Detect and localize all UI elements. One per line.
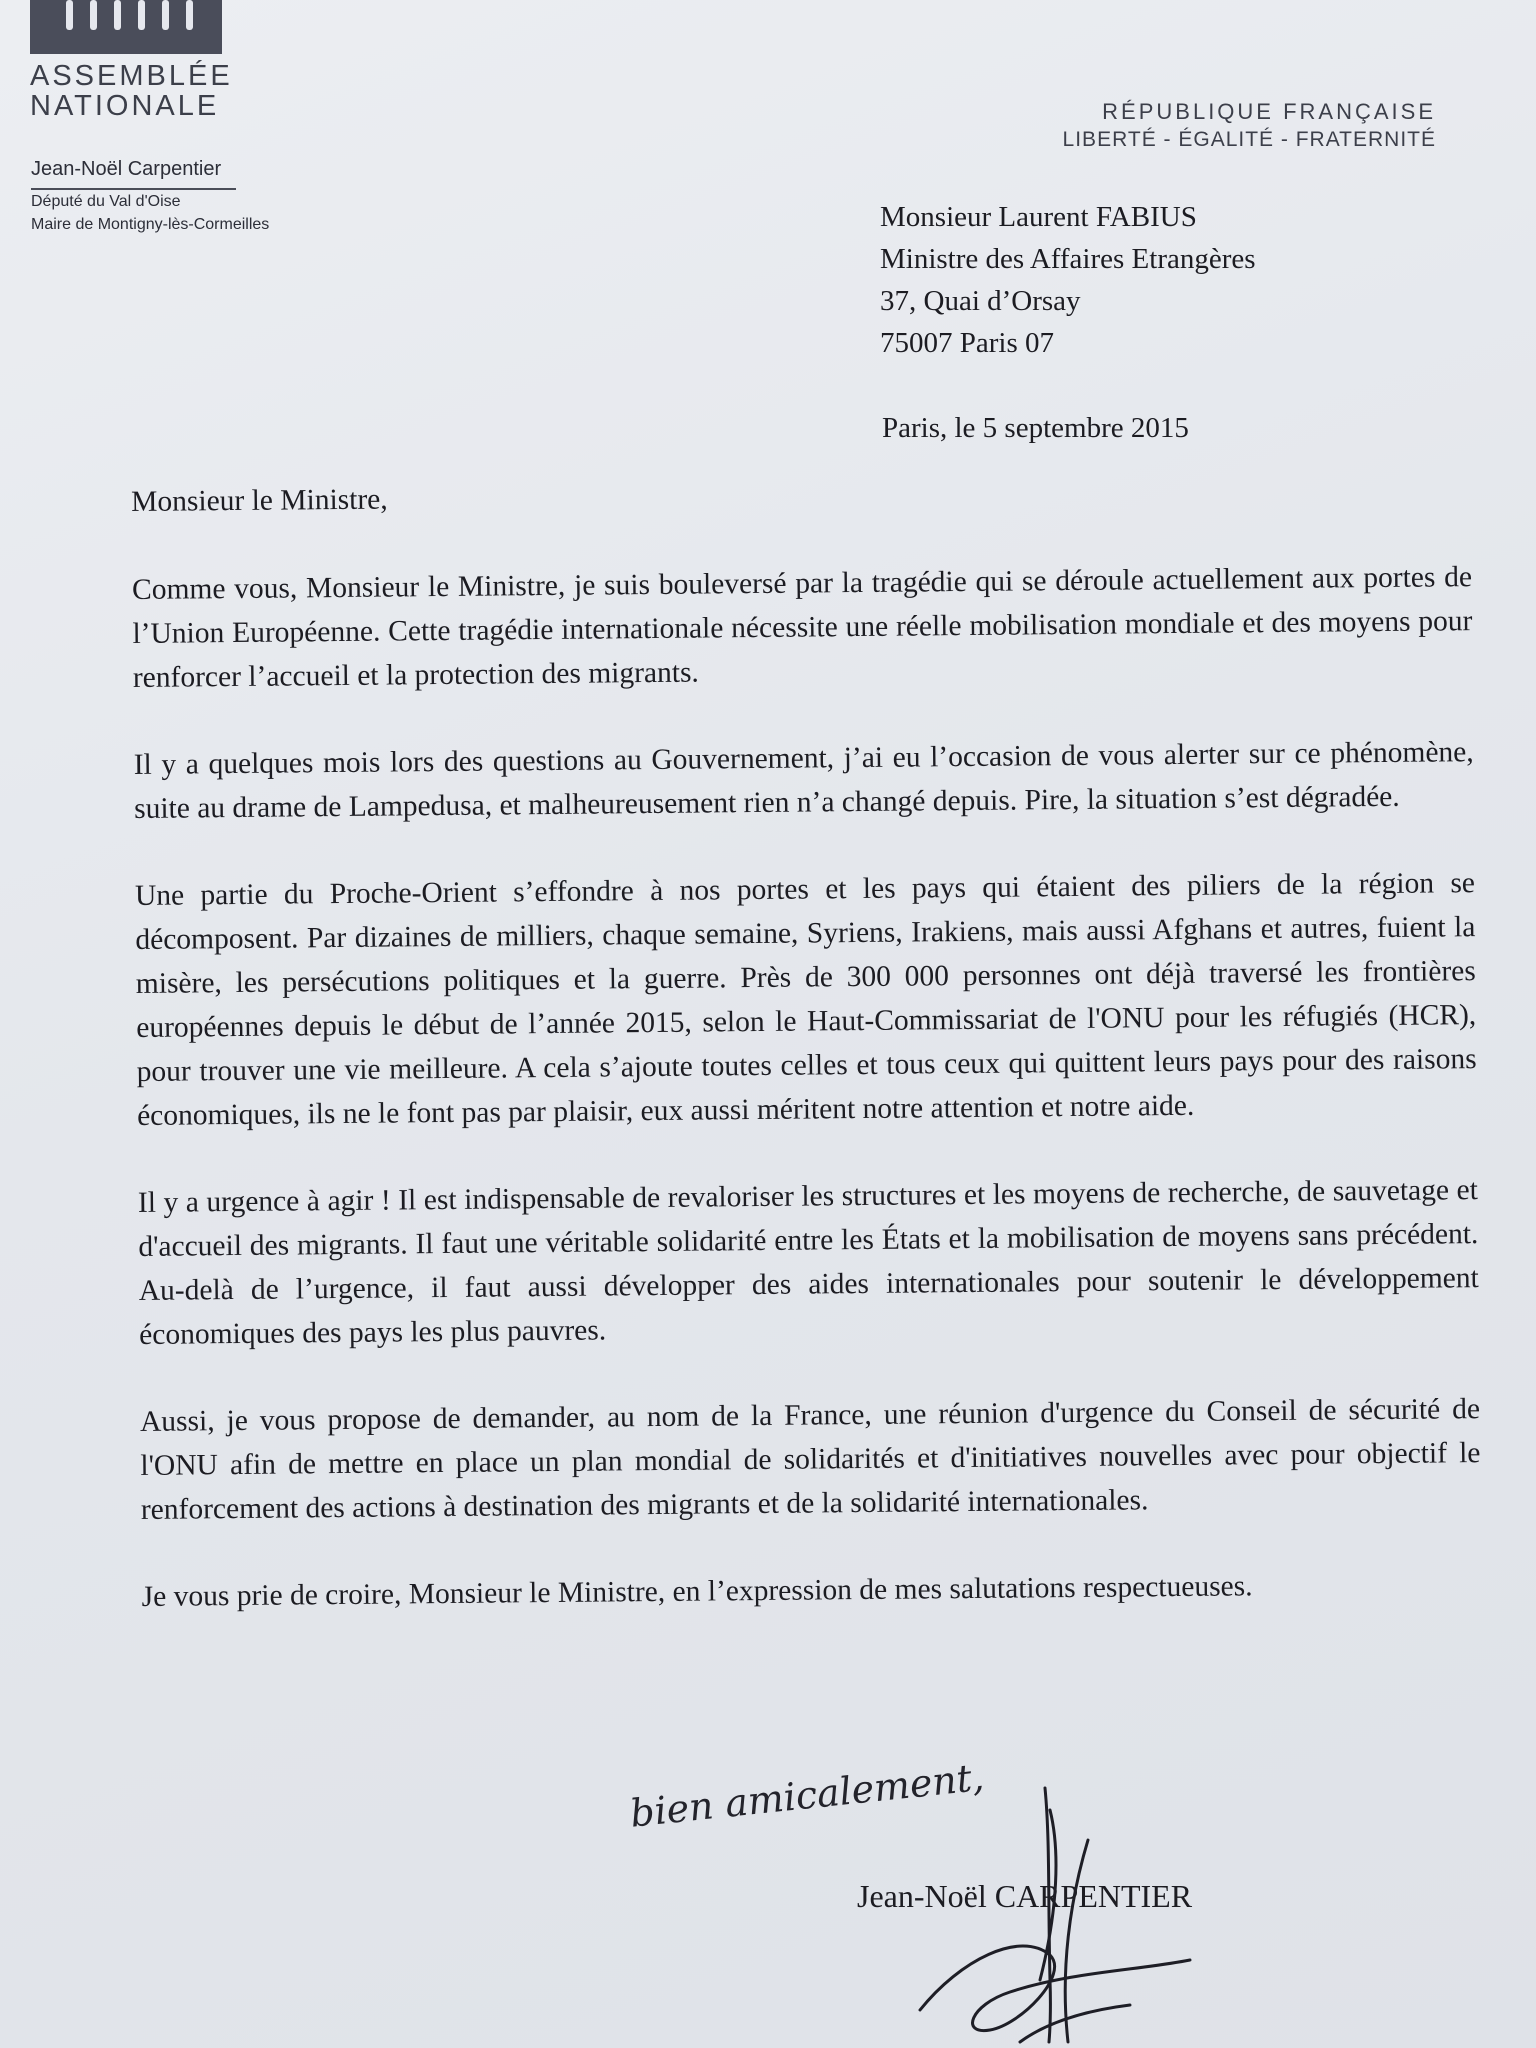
deputy-divider	[31, 188, 236, 190]
letter-date: Paris, le 5 septembre 2015	[882, 412, 1189, 444]
republic-header	[1063, 98, 1436, 154]
deputy-name: Jean-Noël Carpentier	[31, 158, 222, 180]
recipient-line-3: 37, Quai d’Orsay	[880, 285, 1081, 317]
republic-title: RÉPUBLIQUE FRANÇAISE	[1102, 99, 1436, 124]
institution-name-line2: NATIONALE	[30, 90, 220, 122]
signature-scribble-icon	[900, 1780, 1220, 2048]
salutation: Monsieur le Ministre,	[131, 483, 388, 518]
recipient-line-4: 75007 Paris 07	[880, 327, 1054, 359]
republic-motto: LIBERTÉ - ÉGALITÉ - FRATERNITÉ	[1062, 128, 1436, 151]
deputy-role-1: Député du Val d'Oise	[31, 193, 181, 210]
handwritten-note: bien amicalement,	[628, 1754, 986, 1836]
paragraph-4: Il y a urgence à agir ! Il est indispensable de revaloriser les structures et les moyens de recherche, de sauvetage et d'accueil des migrants. Il faut une véritable solidarité entre les États et la mobilisation de moyens sans précédent. Au-delà de l’urgence, il faut aussi développer des aides internationales pour soutenir le développement économiques des pays les plus pauvres.	[137, 1174, 1479, 1351]
signer-name: Jean-Noël CARPENTIER	[857, 1878, 1193, 1914]
paragraph-1: Comme vous, Monsieur le Ministre, je suis bouleversé par la tragédie qui se déroule actuellement aux portes de l’Union Européenne. Cette tragédie internationale nécessite une réelle mobilisation mondiale et des moyens pour renforcer l’accueil et la protection des migrants.	[131, 561, 1473, 694]
deputy-role-2: Maire de Montigny-lès-Cormeilles	[31, 216, 270, 233]
recipient-line-2: Ministre des Affaires Etrangères	[880, 243, 1256, 275]
recipient-line-1: Monsieur Laurent FABIUS	[880, 201, 1197, 233]
paragraph-5: Aussi, je vous propose de demander, au nom de la France, une réunion d'urgence du Conseil de sécurité de l'ONU afin de mettre en place un plan mondial de solidarités et d'initiatives nouvelles avec pour objectif le renforcement des actions à destination des migrants et de la solidarité internationales.	[139, 1393, 1481, 1526]
assemblee-logo-icon	[30, 0, 222, 54]
closing-line: Je vous prie de croire, Monsieur le Ministre, en l’expression de mes salutations respectueuses.	[141, 1570, 1253, 1613]
letter-body	[131, 467, 1482, 1662]
institution-name-line1: ASSEMBLÉE	[30, 60, 233, 92]
paragraph-3: Une partie du Proche-Orient s’effondre à nos portes et les pays qui étaient des piliers de la région se décomposent. Par dizaines de milliers, chaque semaine, Syriens, Irakiens, mais aussi Afghans et autres, fuient la misère, les persécutions politiques et la guerre. Près de 300 000 personnes ont déjà traversé les frontières européennes depuis le début de l’année 2015, selon le Haut-Commissariat de l'ONU pour les réfugiés (HCR), pour trouver une vie meilleure. A cela s’ajoute toutes celles et tous ceux qui quittent leurs pays pour des raisons économiques, ils ne le font pas par plaisir, eux aussi méritent notre attention et notre aide.	[134, 867, 1477, 1132]
paragraph-2: Il y a quelques mois lors des questions au Gouvernement, j’ai eu l’occasion de vous alerter sur ce phénomène, suite au drame de Lampedusa, et malheureusement rien n’a changé depuis. Pire, la situation s’est dégradée.	[133, 736, 1474, 825]
recipient-address	[880, 196, 1256, 364]
